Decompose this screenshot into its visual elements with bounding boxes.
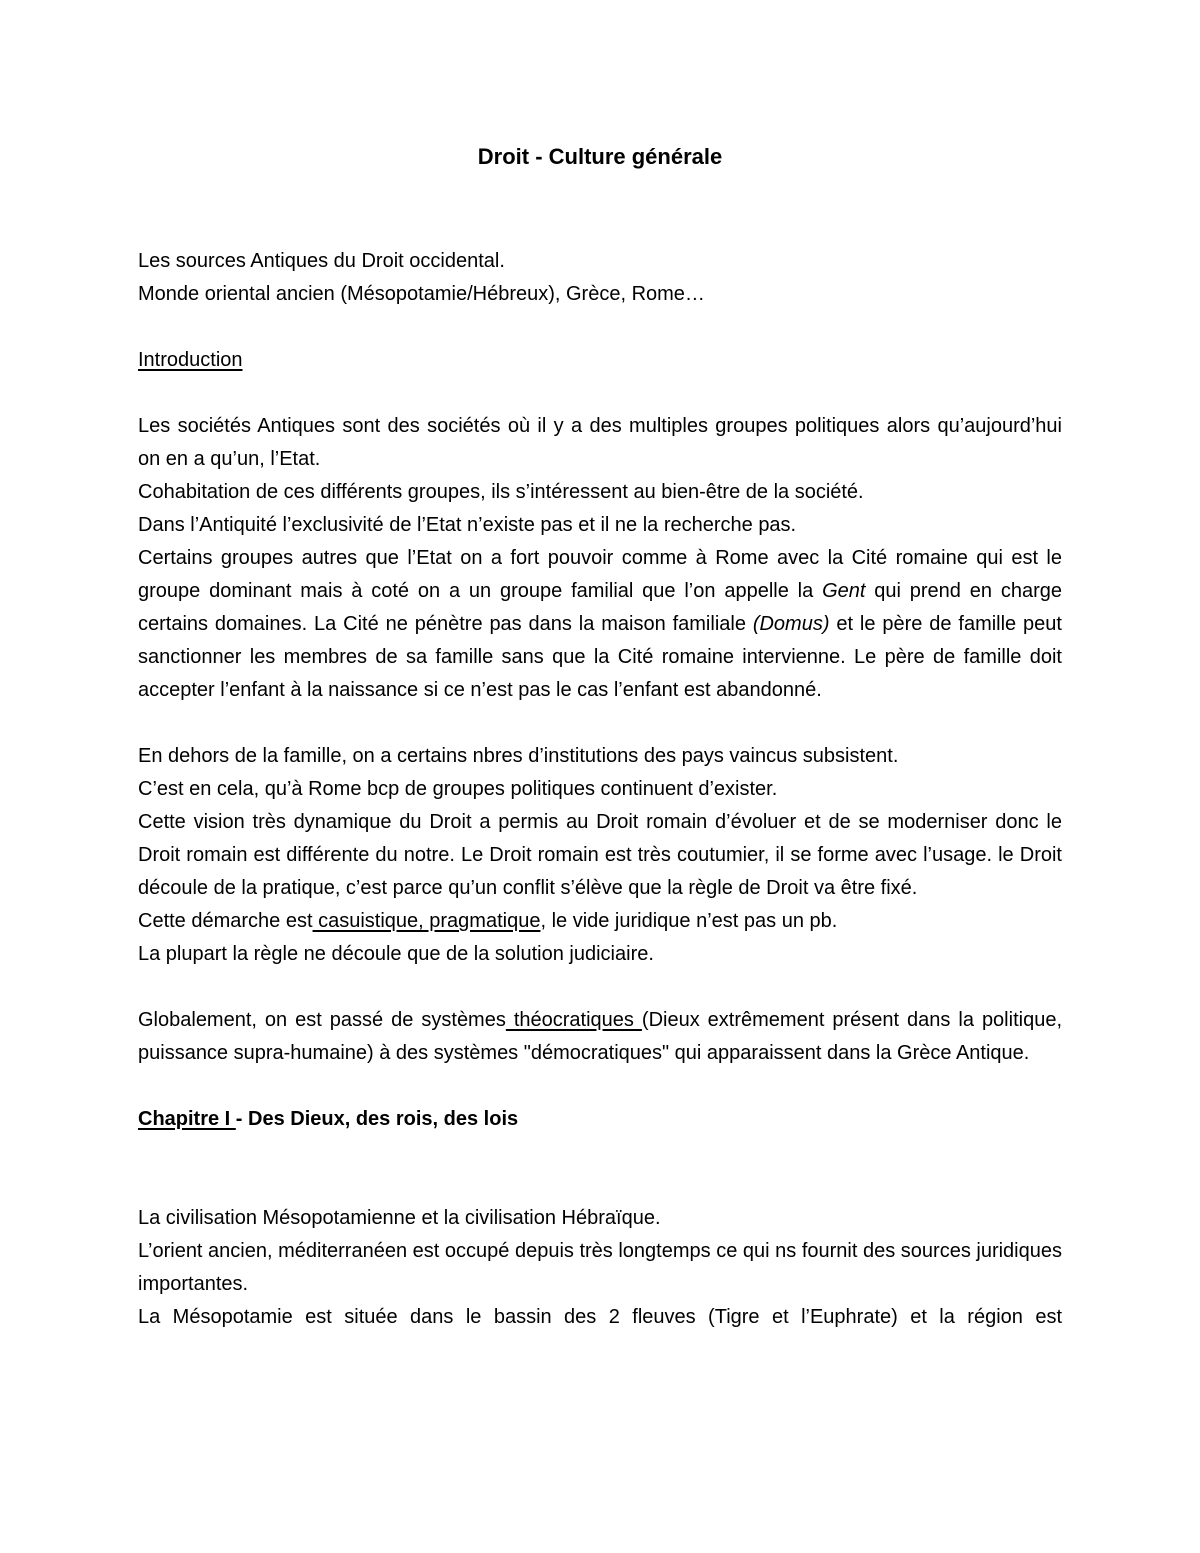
spacer xyxy=(138,1136,1062,1202)
paragraph: Dans l’Antiquité l’exclusivité de l’Etat n’existe pas et il ne la recherche pas. xyxy=(138,514,797,536)
paragraph: La civilisation Mésopotamienne et la civilisation Hébraïque. xyxy=(138,1207,661,1229)
spacer xyxy=(138,311,1062,344)
underlined-term: casuistique, pragmatique xyxy=(312,910,541,932)
text-run: et le père de famille peut sanctionner les membres de sa famille sans que la Cité romaine intervienne. Le père de famille doit accepter l’enfant à la naissance si ce n’est pas le cas l’enfant est abandonné. xyxy=(138,613,1062,701)
spacer xyxy=(138,377,1062,410)
paragraph xyxy=(138,542,1062,707)
italic-term-domus: (Domus) xyxy=(752,613,830,635)
paragraph: En dehors de la famille, on a certains nbres d’institutions des pays vaincus subsistent. xyxy=(138,745,899,767)
chapter-title: - Des Dieux, des rois, des lois xyxy=(235,1108,519,1130)
paragraph: C’est en cela, qu’à Rome bcp de groupes politiques continuent d’exister. xyxy=(138,778,778,800)
chapter-label: Chapitre I xyxy=(138,1108,236,1130)
introduction-heading-text: Introduction xyxy=(138,349,243,371)
paragraph xyxy=(138,1004,1062,1070)
text-run: qui prend en charge certains domaines. La Cité ne pénètre pas dans la maison familiale xyxy=(138,580,1062,635)
paragraph xyxy=(138,905,1062,938)
italic-term-gent: Gent xyxy=(822,580,866,602)
paragraph: Cohabitation de ces différents groupes, ils s’intéressent au bien-être de la société. xyxy=(138,481,864,503)
text-run: (Dieux extrêmement présent dans la politique, puissance supra-humaine) à des systèmes "démocratiques" qui apparaissent dans la Grèce Antique. xyxy=(138,1009,1062,1064)
spacer xyxy=(138,971,1062,1004)
chapter-heading xyxy=(138,1103,1062,1136)
text-run: Certains groupes autres que l’Etat on a fort pouvoir comme à Rome avec la Cité romaine qui est le groupe dominant mais à coté on a un groupe familial que l’on appelle la xyxy=(138,547,1062,602)
text-run: Globalement, on est passé de systèmes xyxy=(138,1009,506,1031)
underlined-term: théocratiques xyxy=(505,1009,642,1031)
document-title: Droit - Culture générale xyxy=(477,144,723,169)
section-heading-introduction xyxy=(138,344,1062,377)
paragraph: La Mésopotamie est située dans le bassin des 2 fleuves (Tigre et l’Euphrate) et la région est xyxy=(138,1306,1062,1328)
paragraph: L’orient ancien, méditerranéen est occupé depuis très longtemps ce qui ns fournit des sources juridiques importantes. xyxy=(138,1240,1062,1295)
paragraph: Cette vision très dynamique du Droit a permis au Droit romain d’évoluer et de se moderniser donc le Droit romain est différente du notre. Le Droit romain est très coutumier, il se forme avec l’usage. le Droit découle de la pratique, c’est parce qu’un conflit s’élève que la règle de Droit va être fixé. xyxy=(138,811,1062,899)
spacer xyxy=(138,1070,1062,1103)
spacer xyxy=(138,707,1062,740)
paragraph: La plupart la règle ne découle que de la solution judiciaire. xyxy=(138,943,654,965)
paragraph: Les sociétés Antiques sont des sociétés où il y a des multiples groupes politiques alors qu’aujourd’hui on en a qu’un, l’Etat. xyxy=(138,415,1062,470)
text-run: , le vide juridique n’est pas un pb. xyxy=(540,910,838,932)
text-run: Cette démarche est xyxy=(138,910,313,932)
intro-line-2: Monde oriental ancien (Mésopotamie/Hébreux), Grèce, Rome… xyxy=(138,283,705,305)
intro-line-1: Les sources Antiques du Droit occidental. xyxy=(138,250,505,272)
